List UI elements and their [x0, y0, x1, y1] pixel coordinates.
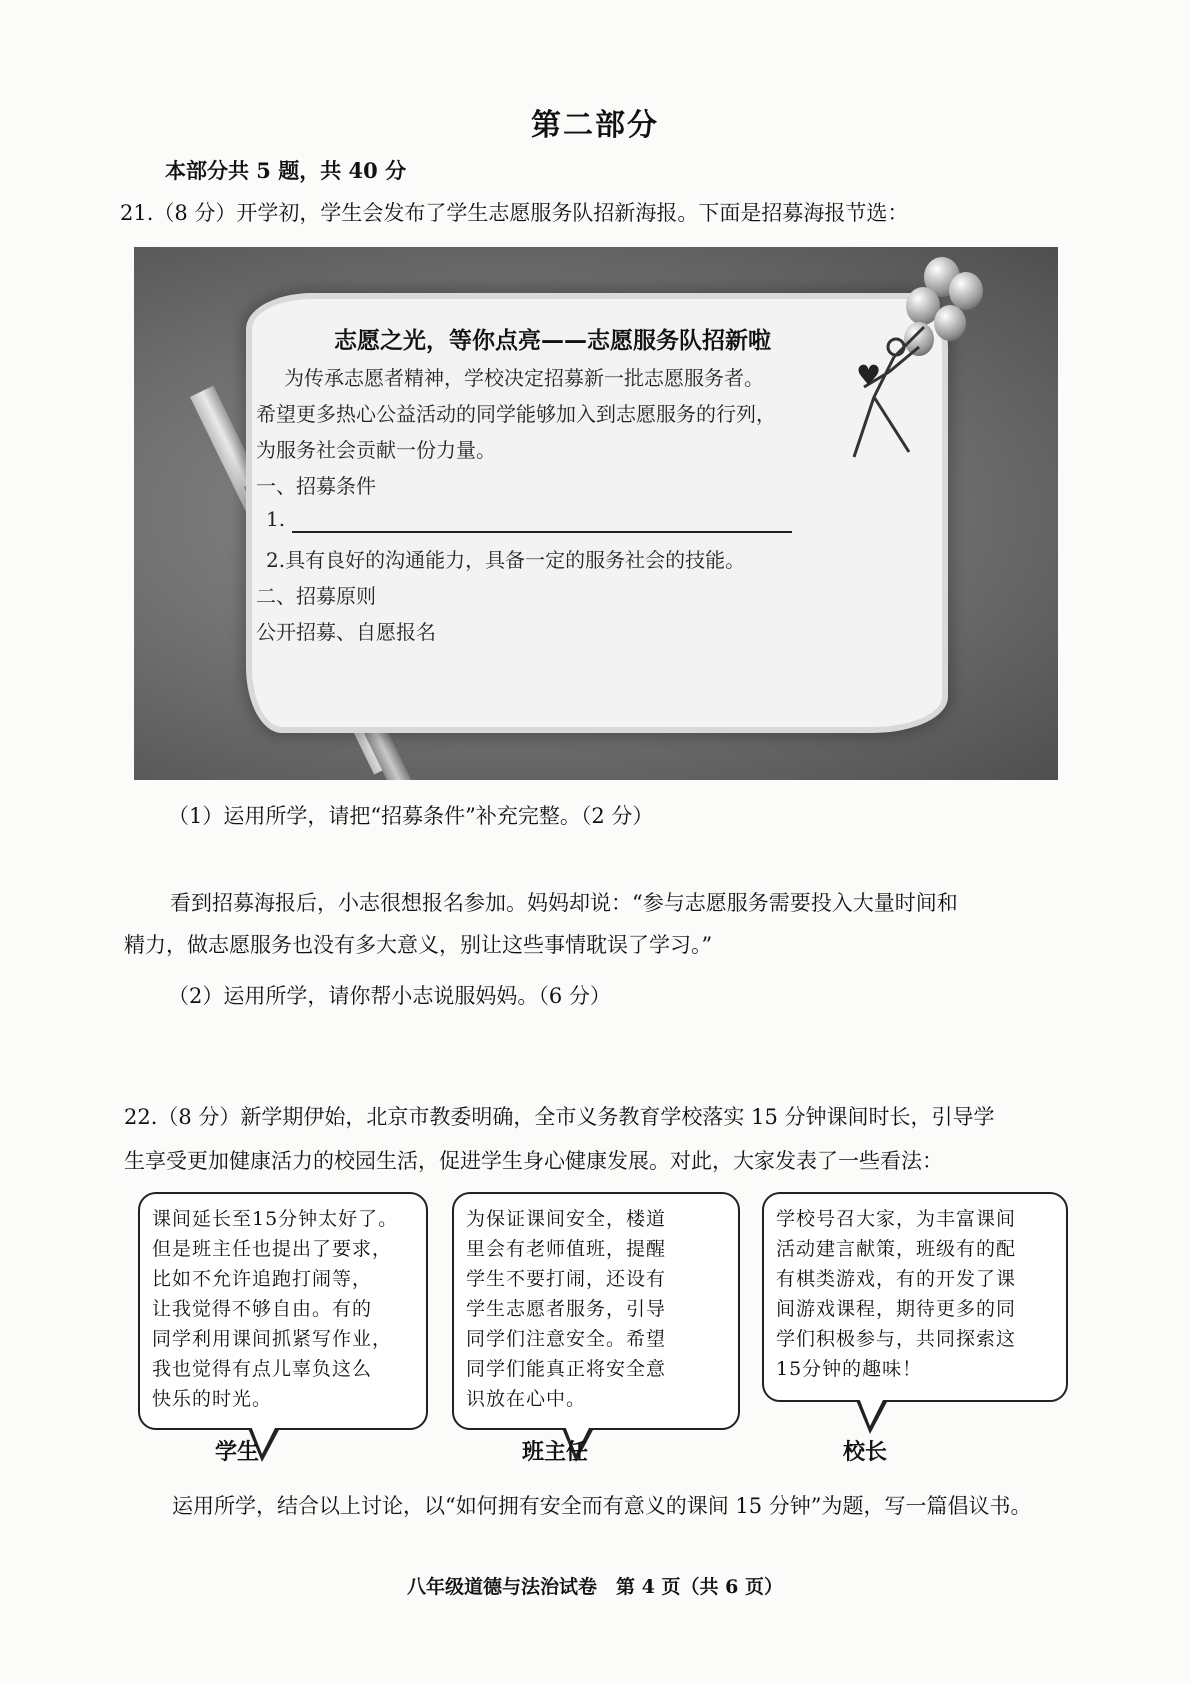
poster-item-2: 2.具有良好的沟通能力，具备一定的服务社会的技能。 — [266, 548, 746, 572]
heart-icon: ♥ — [856, 359, 882, 392]
question-21-stem: 21.（8 分）开学初，学生会发布了学生志愿服务队招新海报。下面是招募海报节选： — [120, 201, 909, 225]
bubble-line: 快乐的时光。 — [152, 1388, 273, 1410]
bubble-line: 课间延长至15分钟太好了。 — [152, 1208, 399, 1230]
bubble-line: 间游戏课程，期待更多的同 — [776, 1298, 1017, 1320]
speaker-student: 学生 — [215, 1440, 260, 1465]
recruitment-poster — [134, 247, 1058, 780]
bubble-line: 我也觉得有点儿辜负这么 — [152, 1358, 373, 1380]
bubble-line: 同学利用课间抓紧写作业， — [152, 1328, 393, 1350]
bubble-line: 学生志愿者服务，引导 — [466, 1298, 667, 1320]
bubble-tail — [859, 1398, 884, 1426]
question-21-sub-2: （2）运用所学，请你帮小志说服妈妈。（6 分） — [168, 984, 611, 1008]
bubble-line: 但是班主任也提出了要求， — [152, 1238, 393, 1260]
part-description: 本部分共 5 题，共 40 分 — [165, 158, 407, 183]
bubble-line: 学们积极参与，共同探索这 — [776, 1328, 1017, 1350]
question-21-sub-1: （1）运用所学，请把“招募条件”补充完整。（2 分） — [168, 804, 654, 828]
bubble-line: 学校号召大家，为丰富课间 — [776, 1208, 1017, 1230]
bubble-line: 学生不要打闹，还设有 — [466, 1268, 667, 1290]
poster-section-heading: 一、招募条件 — [256, 474, 376, 498]
page-footer: 八年级道德与法治试卷 第 4 页（共 6 页） — [407, 1576, 783, 1598]
question-22-stem: 生享受更加健康活力的校园生活，促进学生身心健康发展。对此，大家发表了一些看法： — [124, 1149, 943, 1173]
bubble-line: 让我觉得不够自由。有的 — [152, 1298, 373, 1320]
stick-figure-icon — [834, 317, 974, 467]
bubble-line: 里会有老师值班，提醒 — [466, 1238, 667, 1260]
poster-paragraph: 希望更多热心公益活动的同学能够加入到志愿服务的行列， — [256, 402, 776, 426]
bubble-line: 同学们能真正将安全意 — [466, 1358, 667, 1380]
question-22-stem: 22.（8 分）新学期伊始，北京市教委明确，全市义务教育学校落实 15 分钟课间时长，引导学 — [124, 1105, 995, 1129]
poster-item-1: 1. — [266, 507, 286, 531]
speaker-head-teacher: 班主任 — [522, 1440, 589, 1465]
balloon-icon — [949, 272, 983, 310]
poster-section-heading: 二、招募原则 — [256, 584, 376, 608]
bubble-line: 为保证课间安全，楼道 — [466, 1208, 667, 1230]
question-21-context: 看到招募海报后，小志很想报名参加。妈妈却说：“参与志愿服务需要投入大量时间和 — [170, 891, 958, 915]
speech-bubble-head-teacher — [452, 1192, 740, 1430]
bubble-line: 有棋类游戏，有的开发了课 — [776, 1268, 1017, 1290]
speech-bubble-principal — [762, 1192, 1068, 1402]
poster-principle: 公开招募、自愿报名 — [256, 620, 436, 644]
question-22-task: 运用所学，结合以上讨论，以“如何拥有安全而有意义的课间 15 分钟”为题，写一篇倡议书。 — [172, 1494, 1032, 1518]
speaker-principal: 校长 — [843, 1440, 888, 1465]
poster-paragraph: 为传承志愿者精神，学校决定招募新一批志愿服务者。 — [284, 366, 764, 390]
speech-bubble-student — [138, 1192, 428, 1430]
bubble-line: 同学们注意安全。希望 — [466, 1328, 667, 1350]
poster-title: 志愿之光，等你点亮——志愿服务队招新啦 — [334, 328, 771, 354]
question-21-context: 精力，做志愿服务也没有多大意义，别让这些事情耽误了学习。” — [124, 933, 713, 957]
fill-in-blank-line — [292, 531, 792, 533]
bubble-line: 识放在心中。 — [466, 1388, 587, 1410]
bubble-line: 活动建言献策，班级有的配 — [776, 1238, 1017, 1260]
part-title: 第二部分 — [531, 108, 659, 143]
bubble-line: 15分钟的趣味！ — [776, 1358, 923, 1380]
poster-paragraph: 为服务社会贡献一份力量。 — [256, 438, 496, 462]
bubble-line: 比如不允许追跑打闹等， — [152, 1268, 373, 1290]
